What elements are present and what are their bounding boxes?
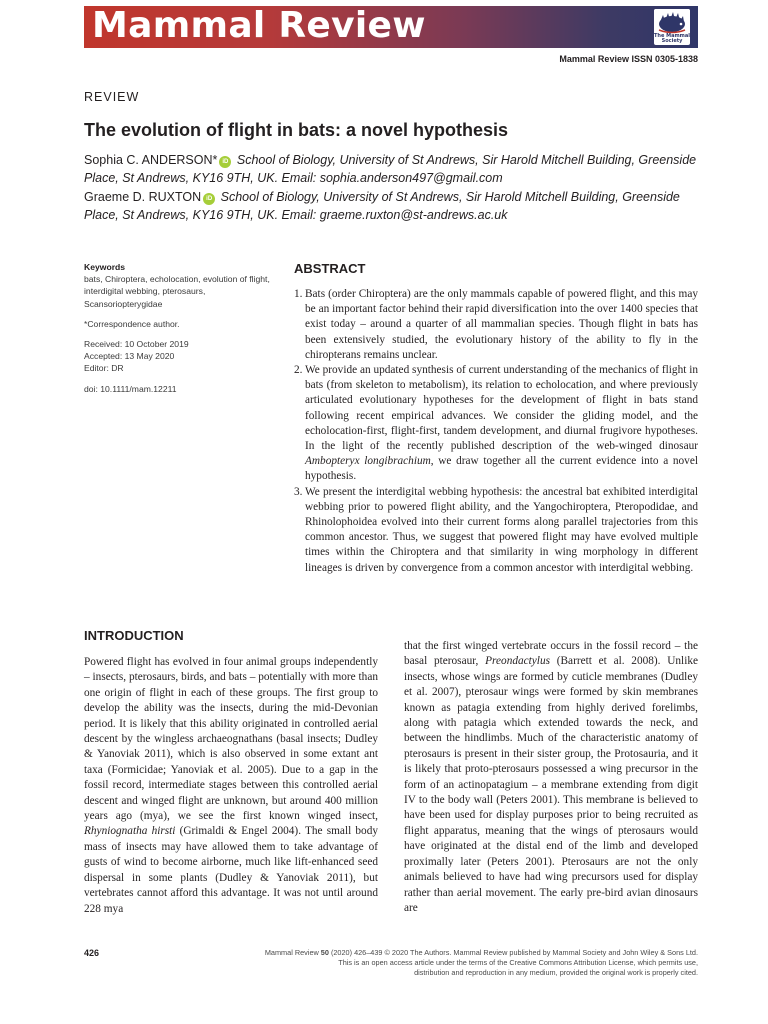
abstract-point-text: We present the interdigital webbing hypothesis: the ancestral bat exhibited interdigital webbing prior to powered flight ability, and the Yangochiroptera, Pteropodidae, and Rhinolophoidea evolved into their current forms along parallel trajectories from this common ancestor. Thus, we suggest that powered flight may have evolved multiple times within the Chiroptera and that similarity in wing morphology in different lineages is driven by convergence from a common ancestor with interdigital webbing.	[305, 485, 698, 574]
journal-banner	[84, 6, 698, 48]
logo-text: The Mammal Society	[654, 33, 690, 44]
mammal-society-logo	[654, 9, 690, 45]
article-info-sidebar	[84, 261, 270, 395]
abstract-point-number: 1.	[294, 288, 303, 300]
author-affiliation: School of Biology, University of St Andrews, Sir Harold Mitchell Building, Greenside Place, St Andrews, KY16 9TH, UK. Email: graeme.ruxton@st-andrews.ac.uk	[84, 189, 680, 222]
author-name: Sophia C. ANDERSON*	[84, 153, 218, 167]
body-column-left	[84, 655, 378, 917]
author-affiliation: School of Biology, University of St Andrews, Sir Harold Mitchell Building, Greenside Place, St Andrews, KY16 9TH, UK. Email: sophia.anderson497@gmail.com	[84, 153, 697, 186]
abstract-heading: ABSTRACT	[294, 261, 366, 276]
received-date: Received: 10 October 2019	[84, 339, 189, 350]
abstract-point	[294, 287, 698, 363]
doi-link[interactable]: doi: 10.1111/mam.12211	[84, 383, 177, 394]
body-text: that the first winged vertebrate occurs in the fossil record – the basal pterosaur,	[404, 640, 698, 668]
abstract-point-text: We provide an updated synthesis of current understanding of the mechanics of flight in bats (from skeleton to metabolism), its relation to echolocation, and where previously articulated evolutionary hypotheses for the development of flight in bats stand following recent empirical advances. We consider the gliding model, and the echolocation-first, flight-first, tandem development, and diurnal frugivore hypotheses. In the light of the recently published description of the web-winged dinosaur	[305, 364, 698, 453]
body-text: (Barrett et al. 2008). Unlike insects, whose wings are formed by cuticle membranes (Dudley et al. 2007), pterosaur wings were formed by skin membranes known as patagia extending from highly derived forelimbs, along with patagia which extended towards the neck, and between the hindlimbs. Much of the characteristic anatomy of pterosaurs is present in their sister group, the Protosauria, and it is likely that proto-pterosaurs possessed a wing precursor in the form of an actinopatagium – a membrane extending from digit IV to the body wall (Peters 2001). This membrane is believed to have been used for display purposes prior to being recruited as flight apparatus, meaning that the wings of pterosaurs would have originated at the distal end of the limb and developed proximally later (Peters 2001). Pterosaurs are not the only animals believed to have had wing precursors used for display rather than aerial movement. The early pre-bird avian dinosaurs are	[404, 655, 699, 914]
accepted-date: Accepted: 13 May 2020	[84, 351, 175, 362]
article-section: REVIEW	[84, 90, 140, 104]
abstract-point-text: , we draw together all the current evidence into a novel hypothesis.	[305, 455, 698, 483]
page-number: 426	[84, 948, 100, 958]
abstract-point	[294, 363, 698, 485]
footer-citation	[178, 948, 698, 978]
abstract-point-number: 2.	[294, 364, 303, 377]
author-name: Graeme D. RUXTON	[84, 189, 202, 204]
body-text: (Grimaldi & Engel 2004). The small body mass of insects may have allowed them to take advantage of gusts of wind to become airborne, much like lift-enhanced seed dispersal in some plants (Dudley & Yanoviak 2011), but vertebrates cannot afford this advantage. It was not until around 228 mya	[84, 825, 378, 915]
abstract-point-text: Bats (order Chiroptera) are the only mammals capable of powered flight, and this may be an important factor behind their rapid diversification into the over 1400 species that exist today – around a quarter of all mammalian species. Though flight in bats has been extensively studied, the evolutionary history of the ability to fly in the chiropterans remains unclear.	[305, 288, 698, 361]
abstract-point-number: 3.	[294, 485, 303, 498]
footer-journal: Mammal Review	[264, 948, 321, 957]
license-line: distribution and reproduction in any medium, provided the original work is properly cited.	[414, 968, 698, 977]
body-text: Powered flight has evolved in four animal groups independently – insects, pterosaurs, birds, and bats – potentially with more than one origin of flight in each of these groups. The first group to develop the ability was the insects, during the mid-Devonian period. It is likely that this ability originated in controlled aerial descent by the wingless archaeognathans (basal insects; Dudley & Yanoviak 2011), which is also observed in some extant ant taxa (Formicidae; Yanoviak et al. 2005). Due to a gap in the fossil record, intermediate stages between this controlled aerial descent and winged flight are unknown, but around 400 million years ago (mya), we see the first known winged insect,	[84, 656, 378, 823]
abstract-list	[294, 287, 698, 576]
abstract-point	[294, 485, 698, 576]
journal-title: Mammal Review	[92, 5, 426, 46]
orcid-icon[interactable]: iD	[203, 193, 215, 205]
keywords-heading: Keywords	[84, 262, 126, 272]
keywords-list: bats, Chiroptera, echolocation, evolution of flight, interdigital webbing, pterosaurs, Scansoriopterygidae	[84, 274, 270, 309]
article-title: The evolution of flight in bats: a novel hypothesis	[84, 120, 509, 140]
species-name: Preondactylus	[485, 655, 550, 668]
footer-citation-rest: (2020) 426–439 © 2020 The Authors. Mammal Review published by Mammal Society and John Wiley & Sons Ltd.	[328, 948, 698, 957]
license-line: This is an open access article under the terms of the Creative Commons Attribution License, which permits use,	[338, 958, 698, 967]
body-column-right	[404, 639, 698, 916]
author-list	[84, 151, 704, 224]
footer-volume: 50	[320, 948, 329, 957]
introduction-heading: INTRODUCTION	[84, 628, 184, 643]
orcid-icon[interactable]: iD	[219, 156, 231, 168]
issn-line: Mammal Review ISSN 0305-1838	[559, 54, 698, 64]
species-name: Ambopteryx longibrachium	[305, 455, 431, 468]
species-name: Rhyniognatha hirsti	[84, 825, 176, 838]
editor-line: Editor: DR	[84, 363, 124, 374]
correspondence-note: *Correspondence author.	[84, 318, 180, 329]
